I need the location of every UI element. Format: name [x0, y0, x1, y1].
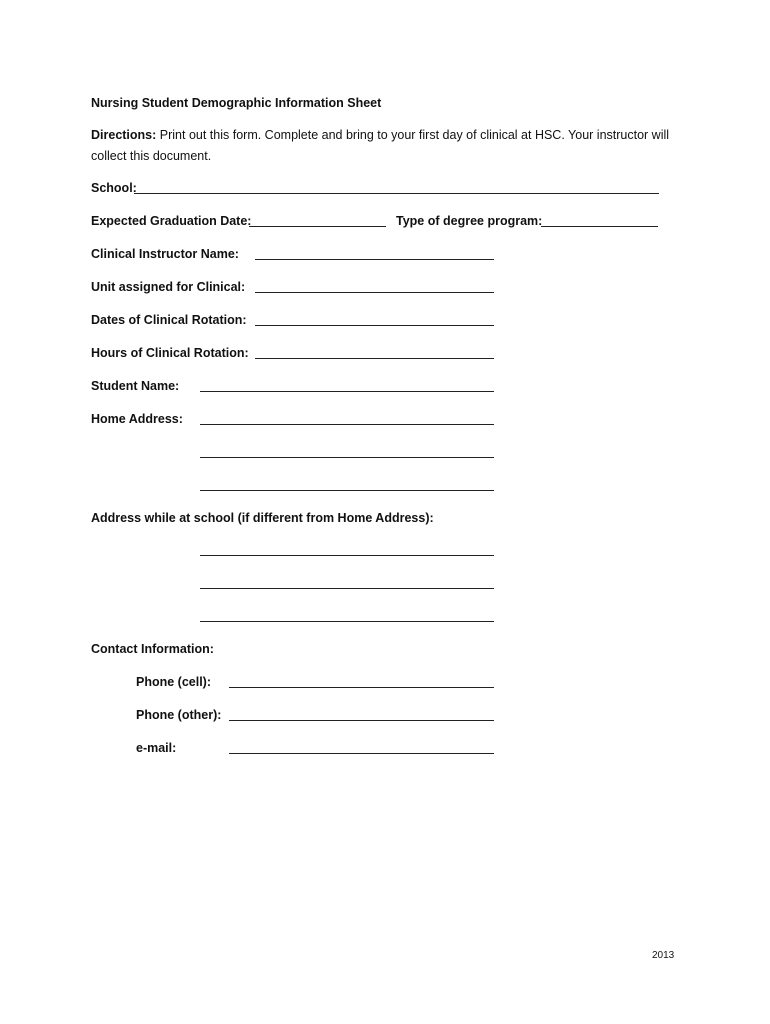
school-address-field[interactable]	[200, 541, 494, 555]
phone-other-line	[229, 720, 494, 721]
school-field[interactable]	[134, 179, 659, 193]
graduation-date-field[interactable]	[249, 212, 386, 226]
directions	[91, 125, 691, 167]
degree-program-line	[541, 226, 658, 227]
email-field[interactable]	[229, 739, 494, 753]
school-address-line-1	[200, 555, 494, 556]
rotation-dates-line	[255, 325, 494, 326]
directions-label: Directions:	[91, 128, 157, 142]
unit-assigned-field[interactable]	[255, 278, 494, 292]
phone-other-field[interactable]	[229, 706, 494, 720]
unit-assigned-label: Unit assigned for Clinical:	[91, 280, 246, 294]
rotation-dates-label: Dates of Clinical Rotation:	[91, 313, 247, 327]
directions-text: Print out this form. Complete and bring to your first day of clinical at HSC. Your instructor will collect this document.	[91, 128, 670, 163]
home-address-field[interactable]	[200, 410, 494, 424]
instructor-name-field[interactable]	[255, 245, 494, 259]
email-label: e-mail:	[136, 741, 177, 755]
student-name-field[interactable]	[200, 377, 494, 391]
degree-program-label: Type of degree program:	[396, 214, 543, 228]
phone-cell-line	[229, 687, 494, 688]
home-address-line-2[interactable]	[200, 457, 494, 458]
school-line	[134, 193, 659, 194]
graduation-date-line	[249, 226, 386, 227]
instructor-name-label: Clinical Instructor Name:	[91, 247, 239, 261]
home-address-line-3[interactable]	[200, 490, 494, 491]
degree-program-field[interactable]	[541, 212, 658, 226]
phone-other-label: Phone (other):	[136, 708, 222, 722]
school-address-line-3[interactable]	[200, 621, 494, 622]
home-address-label: Home Address:	[91, 412, 183, 426]
email-line	[229, 753, 494, 754]
school-address-line-2[interactable]	[200, 588, 494, 589]
contact-information-label: Contact Information:	[91, 642, 214, 656]
rotation-dates-field[interactable]	[255, 311, 494, 325]
phone-cell-field[interactable]	[229, 673, 494, 687]
footer-year: 2013	[652, 950, 675, 961]
school-address-label: Address while at school (if different from Home Address):	[91, 511, 434, 525]
instructor-name-line	[255, 259, 494, 260]
rotation-hours-field[interactable]	[255, 344, 494, 358]
rotation-hours-label: Hours of Clinical Rotation:	[91, 346, 249, 360]
school-label: School:	[91, 181, 137, 195]
unit-assigned-line	[255, 292, 494, 293]
home-address-line-1	[200, 424, 494, 425]
page-title: Nursing Student Demographic Information Sheet	[91, 96, 382, 110]
rotation-hours-line	[255, 358, 494, 359]
student-name-line	[200, 391, 494, 392]
graduation-date-label: Expected Graduation Date:	[91, 214, 252, 228]
student-name-label: Student Name:	[91, 379, 180, 393]
phone-cell-label: Phone (cell):	[136, 675, 212, 689]
